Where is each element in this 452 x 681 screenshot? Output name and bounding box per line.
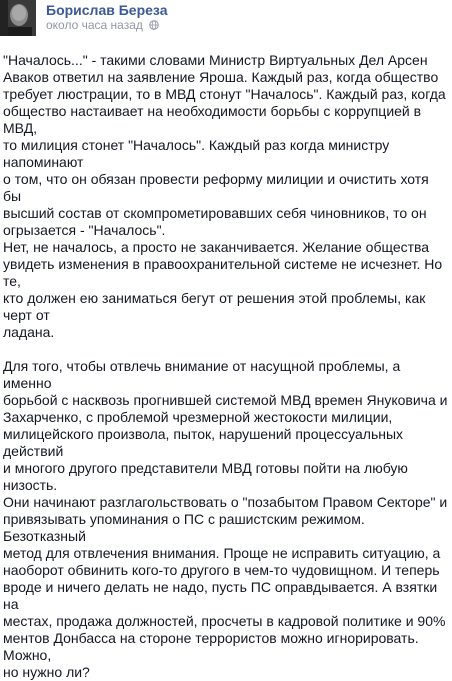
post-paragraph: Для того, чтобы отвлечь внимание от насущной проблемы, а именно борьбой с насквозь прогнившей системой МВД времен Януковича и Захарченко, с проблемой чрезмерной жестокости милиции, милицейского произвола, пыток, нарушений процессуальных действий и многого другого представители МВД готовы пойти на любую низость. Они начинают разглагольствовать о "позабытом Правом Секторе" и привязывать упоминания о ПС с рашистским режимом. Безотказный метод для отвлечения внимания. Проще не исправить ситуацию, а наоборот обвинить кого-то другого в чем-то чудовищном. И теперь вроде и ничего делать не надо, пусть ПС оправдывается. А взятки на местах, продажа должностей, просчеты в кадровой политике и 90% ментов Донбасса на стороне террористов можно игнорировать. Можно, но нужно ли?: [3, 358, 448, 680]
avatar-photo-icon: [0, 0, 36, 36]
post-author-name[interactable]: Борислав Береза: [46, 2, 168, 18]
post-timestamp[interactable]: около часа назад: [46, 18, 143, 32]
post-body: [3, 52, 449, 681]
globe-icon[interactable]: [149, 20, 159, 30]
post-meta: [46, 18, 159, 33]
avatar[interactable]: [0, 0, 36, 36]
post-paragraph: "Началось..." - такими словами Министр Виртуальных Дел Арсен Аваков ответил на заявление Яроша. Каждый раз, когда общество требует люстрации, то в МВД стонут "Началось". Каждый раз, когда общество настаивает на необходимости борьбы с коррупцией в МВД, то милиция стонет "Началось". Каждый раз когда министру напоминают о том, что он обязан провести реформу милиции и очистить хотя бы высший состав от скомпрометировавших себя чиновников, то он огрызается - "Началось". Нет, не началось, а просто не заканчивается. Желание общества увидеть изменения в правоохранительной системе не исчезнет. Но те, кто должен ею заниматься бегут от решения этой проблемы, как черт от ладана.: [3, 52, 446, 340]
post-header: [0, 0, 452, 36]
